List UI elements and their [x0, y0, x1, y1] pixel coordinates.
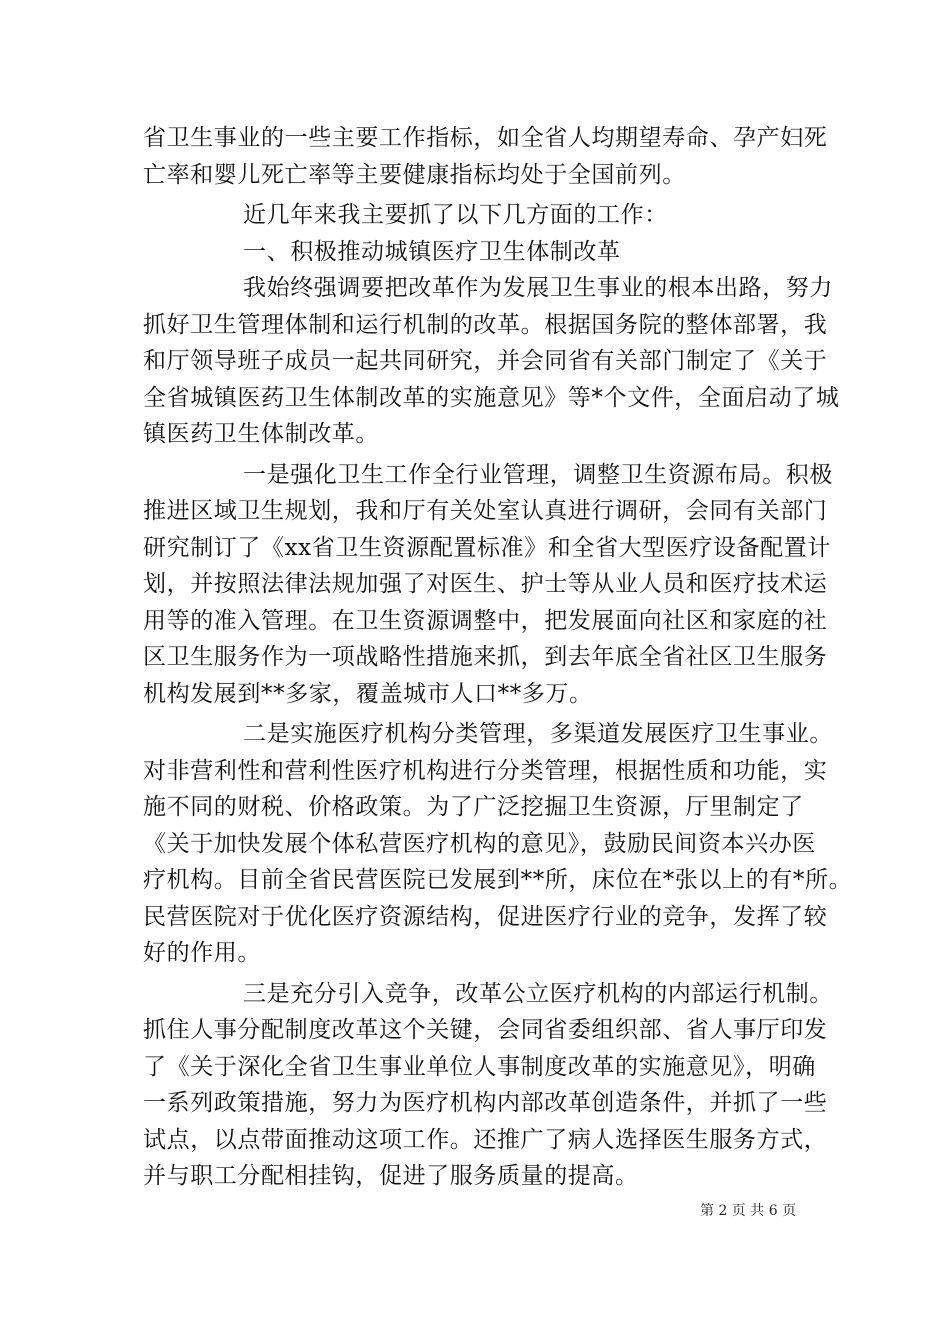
text-line: 区卫生服务作为一项战略性措施来抓，到去年底全省社区卫生服务: [143, 644, 828, 670]
section-heading: 一、积极推动城镇医疗卫生体制改革: [243, 238, 621, 265]
text-line: 划，并按照法律法规加强了对医生、护士等从业人员和医疗技术运: [143, 571, 828, 597]
text-line: 并与职工分配相挂钩，促进了服务质量的提高。: [143, 1163, 639, 1189]
text-line: 民营医院对于优化医疗资源结构，促进医疗行业的竞争，发挥了较: [143, 903, 828, 930]
text-line: 疗机构。目前全省民营医院已发展到**所，床位在*张以上的有*所。: [143, 867, 853, 893]
text-line: 了《关于深化全省卫生事业单位人事制度改革的实施意见》，明确: [143, 1053, 816, 1080]
text-line: 一系列政策措施，努力为医疗机构内部改革创造条件，并抓了一些: [143, 1090, 828, 1116]
text-line: 《关于加快发展个体私营医疗机构的意见》，鼓励民间资本兴办医: [143, 830, 816, 857]
text-line: 试点，以点带面推动这项工作。还推广了病人选择医生服务方式，: [143, 1126, 828, 1153]
text-line: 全省城镇医药卫生体制改革的实施意见》等*个文件，全面启动了城: [143, 384, 840, 411]
text-line: 亡率和婴儿死亡率等主要健康指标均处于全国前列。: [143, 161, 686, 188]
paragraph-start: 一是强化卫生工作全行业管理，调整卫生资源布局。积极: [243, 461, 833, 488]
paragraph-start: 二是实施医疗机构分类管理，多渠道发展医疗卫生事业。: [243, 721, 833, 747]
text-line: 对非营利性和营利性医疗机构进行分类管理，根据性质和功能，实: [143, 757, 828, 784]
paragraph-intro: 近几年来我主要抓了以下几方面的工作：: [243, 202, 668, 228]
paragraph-start: 我始终强调要把改革作为发展卫生事业的根本出路，努力: [243, 275, 833, 301]
text-line: 抓住人事分配制度改革这个关键，会同省委组织部、省人事厅印发: [143, 1017, 828, 1043]
document-body: [143, 120, 853, 1195]
text-line: 用等的准入管理。在卫生资源调整中，把发展面向社区和家庭的社: [143, 607, 828, 634]
text-line: 推进区域卫生规划，我和厅有关处室认真进行调研，会同有关部门: [143, 498, 828, 524]
text-line: 施不同的财税、价格政策。为了广泛挖掘卫生资源，厅里制定了: [143, 794, 804, 820]
text-line: 抓好卫生管理体制和运行机制的改革。根据国务院的整体部署，我: [143, 311, 828, 338]
text-line: 省卫生事业的一些主要工作指标，如全省人均期望寿命、孕产妇死: [143, 125, 828, 151]
text-line: 机构发展到**多家，覆盖城市人口**多万。: [143, 680, 593, 707]
page-number: 第 2 页 共 6 页: [700, 1203, 797, 1219]
text-line: 好的作用。: [143, 940, 261, 966]
text-line: 和厅领导班子成员一起共同研究，并会同省有关部门制定了《关于: [143, 348, 828, 374]
text-line: 镇医药卫生体制改革。: [143, 421, 379, 447]
paragraph-start: 三是充分引入竞争，改革公立医疗机构的内部运行机制。: [243, 980, 833, 1007]
text-line: 研究制订了《xx省卫生资源配置标准》和全省大型医疗设备配置计: [143, 534, 831, 561]
